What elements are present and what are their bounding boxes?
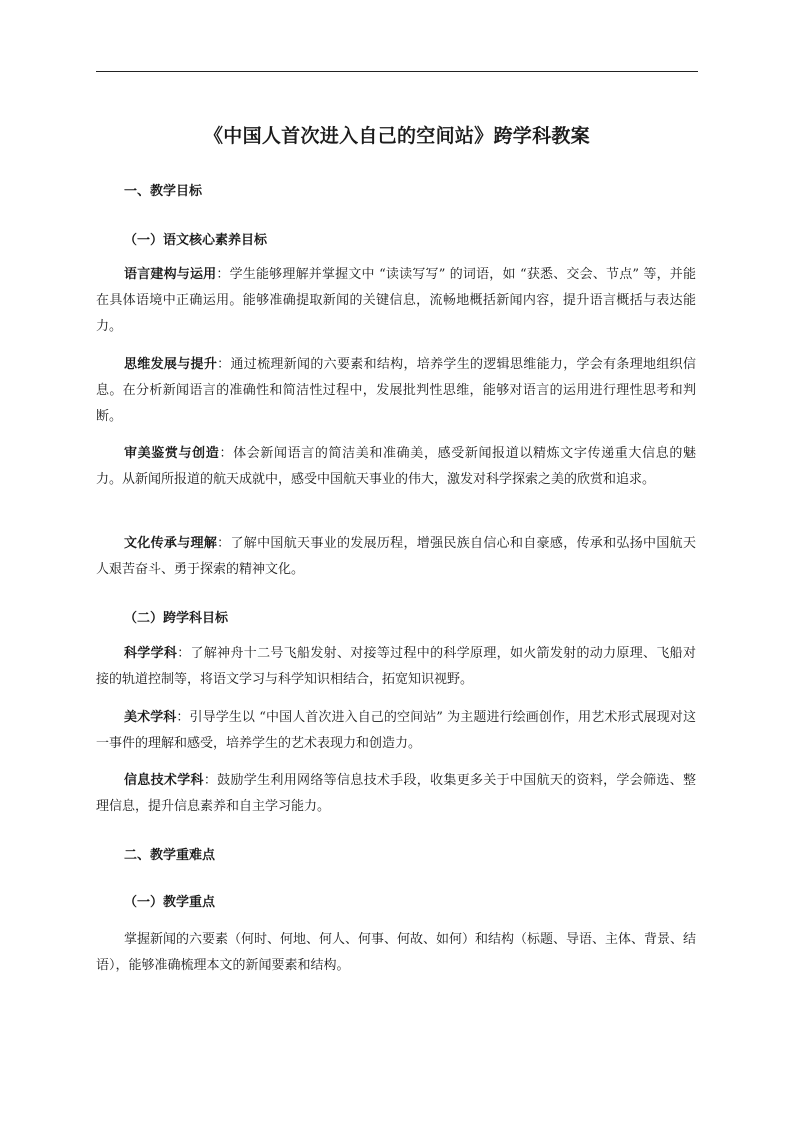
goal-lead: 文化传承与理解 xyxy=(124,536,218,551)
goal-separator: ： xyxy=(217,357,231,372)
goal-lead: 思维发展与提升 xyxy=(124,357,218,372)
goal-lead: 美术学科 xyxy=(124,710,177,725)
subsection-heading-cross-discipline: （二）跨学科目标 xyxy=(124,611,229,626)
goal-text: 通过梳理新闻的六要素和结构，培养学生的逻辑思维能力，学会有条理地组织信息。在分析新闻语言的准确性和简洁性过程中，发展批判性思维，能够对语言的运用进行理性思考和判断。 xyxy=(96,357,696,424)
goal-text: 了解中国航天事业的发展历程，增强民族自信心和自豪感，传承和弘扬中国航天人艰苦奋斗、勇于探索的精神文化。 xyxy=(96,536,696,577)
goal-separator: ： xyxy=(203,773,218,788)
section-heading-teaching-goals: 一、教学目标 xyxy=(124,184,203,199)
goal-separator: ： xyxy=(177,646,191,661)
key-point-paragraph: 掌握新闻的六要素（何时、何地、何人、何事、何故、如何）和结构（标题、导语、主体、背景、结语），能够准确梳理本文的新闻要素和结构。 xyxy=(96,932,697,973)
goal-paragraph xyxy=(96,441,696,493)
goal-paragraph xyxy=(96,705,696,757)
goal-text: 体会新闻语言的简洁美和准确美，感受新闻报道以精炼文字传递重大信息的魅力。从新闻所报道的航天成就中，感受中国航天事业的伟大，激发对科学探索之美的欣赏和追求。 xyxy=(96,446,696,487)
goal-separator: ： xyxy=(216,267,230,282)
goal-text: 引导学生以 “中国人首次进入自己的空间站” 为主题进行绘画创作，用艺术形式展现对这一事件的理解和感受，培养学生的艺术表现力和创造力。 xyxy=(96,710,696,751)
document-title: 《中国人首次进入自己的空间站》跨学科教案 xyxy=(203,125,590,147)
goal-paragraph xyxy=(96,641,696,693)
goal-paragraph xyxy=(96,531,696,583)
goal-text: 学生能够理解并掌握文中 “读读写写” 的词语，如 “获悉、交会、节点” 等，并能在具体语境中正确运用。能够准确提取新闻的关键信息，流畅地概括新闻内容，提升语言概括与表达能力。 xyxy=(96,267,696,334)
goal-text: 了解神舟十二号飞船发射、对接等过程中的科学原理，如火箭发射的动力原理、飞船对接的轨道控制等，将语文学习与科学知识相结合，拓宽知识视野。 xyxy=(96,646,696,687)
subsection-heading-key-points: （一）教学重点 xyxy=(124,895,216,910)
goal-lead: 语言建构与运用 xyxy=(124,267,217,282)
goal-lead: 科学学科 xyxy=(124,646,178,661)
goal-paragraph xyxy=(96,352,696,430)
goal-separator: ： xyxy=(217,536,231,551)
subsection-heading-chinese-literacy: （一）语文核心素养目标 xyxy=(124,233,268,248)
header-rule xyxy=(96,71,698,72)
section-heading-key-difficulties: 二、教学重难点 xyxy=(124,848,216,863)
goal-paragraph xyxy=(96,768,696,820)
goal-lead: 信息技术学科 xyxy=(124,773,204,788)
goal-separator: ： xyxy=(219,446,234,461)
goal-paragraph xyxy=(96,262,696,340)
goal-text: 鼓励学生利用网络等信息技术手段，收集更多关于中国航天的资料，学会筛选、整理信息，提升信息素养和自主学习能力。 xyxy=(96,773,696,814)
goal-separator: ： xyxy=(176,710,190,725)
goal-lead: 审美鉴赏与创造 xyxy=(124,446,220,461)
